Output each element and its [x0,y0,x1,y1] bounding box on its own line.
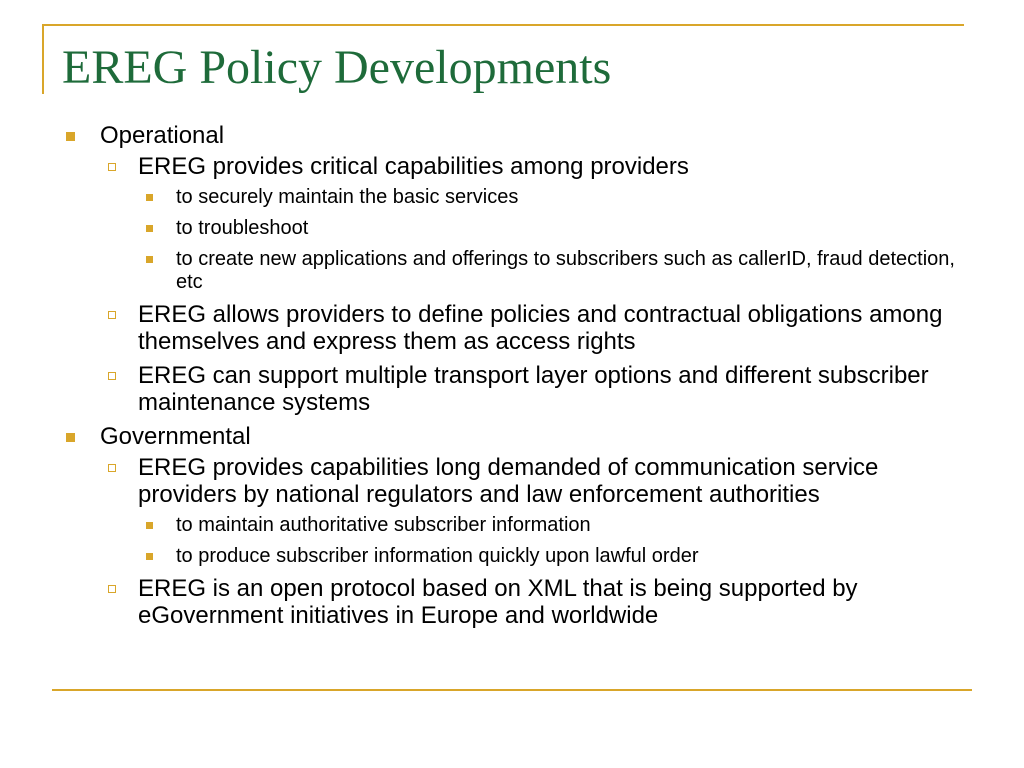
list-item-text: to create new applications and offerings to subscribers such as callerID, fraud detection, etc [176,248,955,293]
list-item-text: to produce subscriber information quickly upon lawful order [176,545,699,567]
square-bullet-icon [146,225,153,232]
list-item-text: EREG can support multiple transport layer options and different subscriber maintenance systems [138,362,929,416]
square-bullet-icon [146,553,153,560]
section-governmental [62,423,972,629]
hollow-square-bullet-icon [108,585,116,593]
hollow-square-bullet-icon [108,163,116,171]
list-item-text: EREG provides capabilities long demanded of communication service providers by national regulators and law enforcement authorities [138,454,879,508]
list-item-text: EREG allows providers to define policies and contractual obligations among themselves and express them as access rights [138,301,943,355]
list-item-text: EREG is an open protocol based on XML that is being supported by eGovernment initiatives in Europe and worldwide [138,575,858,629]
list-item [138,545,972,568]
sub-sub-bullet-list [138,514,972,568]
list-item [138,186,972,209]
hollow-square-bullet-icon [108,464,116,472]
bullet-list [62,122,972,629]
list-item [138,217,972,240]
square-bullet-icon [66,132,75,141]
hollow-square-bullet-icon [108,311,116,319]
sub-sub-bullet-list [138,186,972,294]
list-item [138,248,972,294]
square-bullet-icon [146,522,153,529]
list-item-text: to maintain authoritative subscriber information [176,514,591,536]
slide-title: EREG Policy Developments [62,41,612,94]
list-item [100,454,972,568]
list-item [138,514,972,537]
list-item [100,575,972,629]
section-operational [62,122,972,416]
list-item-text: to securely maintain the basic services [176,186,519,208]
slide-body [62,122,972,636]
list-item [100,301,972,355]
sub-bullet-list [100,153,972,416]
square-bullet-icon [146,256,153,263]
list-item-text: EREG provides critical capabilities among providers [138,153,689,180]
hollow-square-bullet-icon [108,372,116,380]
sub-bullet-list [100,454,972,629]
list-item [100,153,972,294]
title-top-rule [42,24,964,26]
section-label: Governmental [100,423,251,450]
list-item [100,362,972,416]
list-item-text: to troubleshoot [176,217,309,239]
footer-rule [52,689,972,691]
section-label: Operational [100,122,225,149]
square-bullet-icon [146,194,153,201]
square-bullet-icon [66,433,75,442]
title-left-rule [42,24,44,94]
